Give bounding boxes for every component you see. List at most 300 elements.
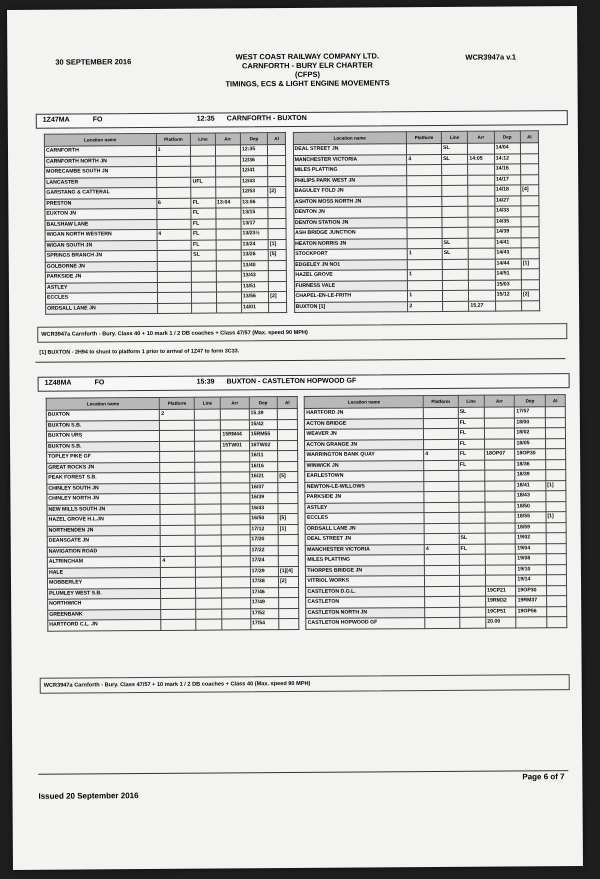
right-platform-cell bbox=[424, 565, 459, 576]
right-location-cell: WARRINGTON BANK QUAY bbox=[305, 450, 424, 461]
right-line-cell bbox=[442, 164, 468, 175]
platform-cell bbox=[157, 271, 192, 282]
right-dep-cell bbox=[495, 300, 521, 311]
right-platform-cell bbox=[424, 491, 459, 502]
right-location-cell: ECCLES bbox=[305, 513, 424, 524]
platform-cell bbox=[160, 514, 195, 525]
right-arr-cell: 19CP51 bbox=[486, 606, 517, 617]
right-arr-cell bbox=[484, 417, 515, 428]
al-cell bbox=[268, 155, 286, 166]
right-platform-cell bbox=[407, 164, 442, 175]
right-arr-cell bbox=[469, 280, 495, 291]
arr-cell bbox=[221, 472, 249, 483]
arr-cell: 15TW01 bbox=[221, 440, 249, 451]
col-location-2: Location name bbox=[305, 396, 424, 409]
right-arr-cell bbox=[468, 227, 494, 238]
right-dep-cell: 18/59 bbox=[516, 522, 547, 533]
right-arr-cell: 14:05 bbox=[468, 154, 494, 165]
arr-cell bbox=[215, 187, 240, 198]
right-location-cell: CASTLETON bbox=[306, 597, 425, 608]
line-cell bbox=[195, 451, 221, 462]
col-arr-2: Arr bbox=[468, 131, 494, 143]
location-cell: BUXTON S.B. bbox=[46, 420, 160, 431]
location-cell: PEAK FOREST S.B. bbox=[47, 472, 161, 483]
line-cell: FL bbox=[191, 229, 215, 240]
location-cell: CHINLEY NORTH JN bbox=[47, 493, 161, 504]
location-cell: CARNFORTH NORTH JN bbox=[45, 156, 157, 167]
right-line-cell: FL bbox=[458, 428, 484, 439]
right-arr-cell: 19CP21 bbox=[486, 585, 517, 596]
right-platform-cell: 4 bbox=[407, 154, 442, 165]
arr-cell bbox=[221, 514, 249, 525]
line-cell bbox=[195, 556, 221, 567]
right-al-cell bbox=[546, 554, 566, 565]
right-platform-cell bbox=[407, 206, 442, 217]
dep-cell: 12/41 bbox=[240, 166, 267, 177]
train2-time: 15:39 bbox=[196, 378, 215, 386]
train1-rows bbox=[44, 143, 539, 314]
right-al-cell bbox=[547, 606, 567, 617]
right-platform-cell: 4 bbox=[424, 544, 459, 555]
right-al-cell: [1] bbox=[546, 480, 566, 491]
location-cell: HARTFORD C.L. JN bbox=[48, 619, 162, 630]
line-cell bbox=[195, 472, 221, 483]
right-line-cell bbox=[459, 512, 485, 523]
arr-cell bbox=[222, 577, 250, 588]
right-line-cell bbox=[458, 470, 484, 481]
right-dep-cell: 15/12 bbox=[495, 290, 521, 301]
al-cell bbox=[268, 166, 286, 177]
col-location: Location name bbox=[46, 397, 160, 410]
train1-route: CARNFORTH - BUXTON bbox=[226, 114, 307, 123]
platform-cell: 2 bbox=[160, 409, 195, 420]
train2-id: 1Z48MA bbox=[44, 379, 72, 387]
right-platform-cell bbox=[407, 217, 442, 228]
location-cell: NAVIGATION ROAD bbox=[47, 546, 161, 557]
right-al-cell bbox=[546, 501, 566, 512]
right-line-cell: FL bbox=[458, 449, 484, 460]
arr-cell bbox=[216, 208, 241, 219]
al-cell bbox=[278, 555, 298, 566]
platform-cell bbox=[157, 282, 192, 293]
right-platform-cell bbox=[424, 523, 459, 534]
al-cell bbox=[279, 597, 299, 608]
right-location-cell: HARTFORD JN bbox=[305, 408, 424, 419]
right-line-cell bbox=[442, 175, 468, 186]
al-cell: [1] bbox=[268, 239, 286, 250]
right-line-cell: SL bbox=[459, 533, 485, 544]
al-cell bbox=[278, 545, 298, 556]
right-arr-cell bbox=[469, 290, 495, 301]
right-location-cell: HEATON NORRIS JN bbox=[294, 238, 408, 249]
right-location-cell: CASTLETON HOPWOOD GF bbox=[306, 618, 425, 629]
train1-time: 12:35 bbox=[196, 115, 215, 123]
dep-cell: 16/16 bbox=[249, 461, 277, 472]
platform-cell bbox=[156, 156, 191, 167]
location-cell: HALE bbox=[47, 567, 161, 578]
line-cell bbox=[195, 525, 221, 536]
platform-cell bbox=[161, 535, 196, 546]
arr-cell bbox=[216, 229, 241, 240]
arr-cell bbox=[221, 409, 249, 420]
arr-cell bbox=[222, 619, 250, 630]
arr-cell bbox=[216, 239, 241, 250]
right-line-cell bbox=[459, 586, 485, 597]
line-cell bbox=[192, 261, 216, 272]
platform-cell bbox=[160, 472, 195, 483]
right-al-cell bbox=[521, 269, 539, 280]
al-cell bbox=[268, 218, 286, 229]
right-al-cell bbox=[546, 533, 566, 544]
line-cell bbox=[192, 282, 216, 293]
line-cell bbox=[191, 145, 215, 156]
location-cell: NORTHENDEN JN bbox=[47, 525, 161, 536]
col-al-2: Al bbox=[545, 395, 565, 407]
right-line-cell bbox=[442, 227, 468, 238]
right-dep-cell: 18/39 bbox=[515, 470, 546, 481]
line-cell bbox=[196, 619, 222, 630]
right-arr-cell bbox=[485, 522, 516, 533]
right-line-cell bbox=[442, 290, 468, 301]
platform-cell: 1 bbox=[156, 145, 191, 156]
line-cell bbox=[195, 546, 221, 557]
location-cell: LANCASTER bbox=[45, 177, 157, 188]
arr-cell: 13:04 bbox=[215, 197, 240, 208]
right-line-cell bbox=[459, 481, 485, 492]
dep-cell: 13/17 bbox=[241, 218, 268, 229]
col-arr: Arr bbox=[215, 133, 240, 145]
right-al-cell bbox=[521, 227, 539, 238]
right-dep-cell: 19OP56 bbox=[516, 606, 547, 617]
document-subtitle: TIMINGS, ECS & LIGHT ENGINE MOVEMENTS bbox=[225, 78, 390, 89]
line-cell bbox=[195, 483, 221, 494]
right-line-cell: SL bbox=[442, 238, 468, 249]
right-al-cell bbox=[520, 143, 538, 154]
right-dep-cell: 14/35 bbox=[495, 216, 521, 227]
location-cell: WIGAN NORTH WESTERN bbox=[45, 229, 157, 240]
document-reference: WCR3947a v.1 bbox=[465, 52, 517, 62]
platform-cell bbox=[160, 441, 195, 452]
right-platform-cell: 1 bbox=[408, 290, 443, 301]
right-dep-cell: 19/10 bbox=[516, 564, 547, 575]
line-cell bbox=[195, 430, 221, 441]
right-arr-cell bbox=[485, 533, 516, 544]
dep-cell: 16/11 bbox=[249, 451, 277, 462]
right-arr-cell bbox=[469, 248, 495, 259]
right-platform-cell: 2 bbox=[408, 301, 443, 312]
right-location-cell: WINWICK JN bbox=[305, 460, 424, 471]
right-arr-cell bbox=[484, 438, 515, 449]
right-location-cell: EDGELEY JN NO1 bbox=[294, 259, 408, 270]
al-cell: [2] bbox=[268, 187, 286, 198]
al-cell bbox=[278, 450, 298, 461]
arr-cell bbox=[216, 250, 241, 261]
right-al-cell bbox=[546, 522, 566, 533]
arr-cell bbox=[222, 608, 250, 619]
arr-cell bbox=[221, 451, 249, 462]
arr-cell bbox=[221, 503, 249, 514]
right-arr-cell bbox=[468, 175, 494, 186]
platform-cell: 4 bbox=[157, 229, 192, 240]
location-cell: MOBBERLEY bbox=[47, 577, 161, 588]
line-cell bbox=[192, 303, 216, 314]
dep-cell: 16/39 bbox=[250, 493, 278, 504]
line-cell bbox=[196, 577, 222, 588]
right-location-cell: PARKSIDE JN bbox=[305, 492, 424, 503]
right-arr-cell: 18OP07 bbox=[485, 449, 516, 460]
right-dep-cell: 14/39 bbox=[495, 227, 521, 238]
al-cell: [1] bbox=[278, 524, 298, 535]
platform-cell bbox=[157, 261, 192, 272]
col-location-2: Location name bbox=[293, 132, 407, 145]
arr-cell bbox=[222, 545, 250, 556]
train2-timetable bbox=[46, 394, 568, 631]
col-al-2: Al bbox=[520, 131, 538, 143]
line-cell bbox=[195, 462, 221, 473]
col-dep-2: Dep bbox=[515, 395, 546, 407]
right-al-cell bbox=[545, 428, 565, 439]
right-dep-cell: 18/41 bbox=[515, 480, 546, 491]
arr-cell bbox=[221, 419, 249, 430]
arr-cell bbox=[221, 482, 249, 493]
col-line-2: Line bbox=[458, 395, 484, 407]
right-al-cell bbox=[521, 216, 539, 227]
location-cell: ECCLES bbox=[45, 292, 157, 303]
location-cell: BUXTON bbox=[46, 409, 160, 420]
col-line: Line bbox=[191, 133, 215, 145]
right-al-cell bbox=[521, 237, 539, 248]
header-date: 30 SEPTEMBER 2016 bbox=[55, 57, 132, 67]
right-dep-cell: 18/05 bbox=[515, 438, 546, 449]
train1-day: FO bbox=[92, 116, 103, 124]
col-platform: Platform bbox=[160, 397, 195, 409]
location-cell: SPRINGS BRANCH JN bbox=[45, 250, 157, 261]
al-cell: [5] bbox=[268, 250, 286, 261]
right-platform-cell bbox=[425, 586, 460, 597]
arr-cell bbox=[216, 218, 241, 229]
platform-cell bbox=[161, 619, 196, 630]
al-cell bbox=[268, 229, 286, 240]
right-line-cell bbox=[459, 565, 485, 576]
location-cell: TOPLEY PIKE GF bbox=[47, 451, 161, 462]
right-al-cell bbox=[546, 470, 566, 481]
arr-cell bbox=[222, 556, 250, 567]
right-platform-cell bbox=[424, 460, 459, 471]
right-arr-cell bbox=[485, 459, 516, 470]
al-cell bbox=[268, 208, 286, 219]
table-row bbox=[48, 617, 567, 631]
footer-rule bbox=[38, 770, 568, 775]
right-al-cell bbox=[546, 575, 566, 586]
al-cell: [1][4] bbox=[278, 566, 298, 577]
dep-cell: 15/42 bbox=[249, 419, 277, 430]
right-dep-cell: 19RM37 bbox=[516, 596, 547, 607]
dep-cell: 17/22 bbox=[250, 545, 278, 556]
line-cell bbox=[192, 292, 216, 303]
platform-cell: 4 bbox=[161, 556, 196, 567]
right-dep-cell: 19/02 bbox=[516, 533, 547, 544]
al-cell bbox=[278, 534, 298, 545]
platform-cell bbox=[156, 166, 191, 177]
train1-footnote: [1] BUXTON - 2H94 to shunt to platform 1 prior to arrival of 1Z47 to form 3C33. bbox=[39, 348, 240, 356]
right-location-cell: CASTLETON D.G.L. bbox=[306, 586, 425, 597]
right-line-cell: SL bbox=[441, 143, 467, 154]
arr-cell bbox=[222, 566, 250, 577]
right-al-cell: [1] bbox=[521, 258, 539, 269]
platform-cell bbox=[157, 292, 192, 303]
platform-cell bbox=[161, 546, 196, 557]
right-platform-cell bbox=[423, 407, 458, 418]
right-dep-cell: 14/04 bbox=[494, 143, 520, 154]
right-platform-cell bbox=[424, 470, 459, 481]
location-cell: CHINLEY SOUTH JN bbox=[47, 483, 161, 494]
location-cell: PRESTON bbox=[45, 198, 157, 209]
right-location-cell: BUXTON [1] bbox=[294, 301, 408, 312]
right-platform-cell bbox=[407, 175, 442, 186]
col-dep: Dep bbox=[249, 397, 277, 409]
dep-cell: 16/43 bbox=[250, 503, 278, 514]
right-al-cell bbox=[546, 596, 566, 607]
location-cell: MORECAMBE SOUTH JN bbox=[45, 166, 157, 177]
location-cell: BALSHAW LANE bbox=[45, 219, 157, 230]
line-cell bbox=[196, 567, 222, 578]
al-cell: [5] bbox=[278, 471, 298, 482]
arr-cell bbox=[216, 281, 241, 292]
right-platform-cell bbox=[407, 238, 442, 249]
right-platform-cell bbox=[425, 607, 460, 618]
line-cell bbox=[195, 441, 221, 452]
location-cell: WIGAN SOUTH JN bbox=[45, 240, 157, 251]
right-platform-cell bbox=[424, 428, 459, 439]
dep-cell: 17/12 bbox=[250, 524, 278, 535]
al-cell bbox=[278, 429, 298, 440]
right-location-cell: NEWTON-LE-WILLOWS bbox=[305, 481, 424, 492]
right-line-cell bbox=[459, 502, 485, 513]
platform-cell bbox=[160, 493, 195, 504]
right-dep-cell: 14/44 bbox=[495, 258, 521, 269]
al-cell bbox=[269, 302, 287, 313]
right-arr-cell bbox=[468, 196, 494, 207]
al-cell bbox=[278, 492, 298, 503]
right-al-cell bbox=[546, 459, 566, 470]
platform-cell bbox=[161, 609, 196, 620]
right-dep-cell: 14/41 bbox=[495, 237, 521, 248]
train1-id: 1Z47MA bbox=[42, 116, 70, 124]
right-al-cell bbox=[521, 195, 539, 206]
right-al-cell bbox=[521, 164, 539, 175]
al-cell: [2] bbox=[279, 576, 299, 587]
line-cell: FL bbox=[191, 198, 215, 209]
dep-cell: 15.39 bbox=[249, 409, 277, 420]
col-dep-2: Dep bbox=[494, 131, 520, 143]
dep-cell: 17/54 bbox=[250, 619, 278, 630]
dep-cell: 12/53 bbox=[241, 187, 268, 198]
right-line-cell bbox=[459, 554, 485, 565]
dep-cell: 17/38 bbox=[250, 577, 278, 588]
train2-route: BUXTON - CASTLETON HOPWOOD GF bbox=[226, 377, 357, 386]
right-line-cell: FL bbox=[458, 460, 484, 471]
right-dep-cell: 19/08 bbox=[516, 554, 547, 565]
right-al-cell: [4] bbox=[521, 185, 539, 196]
right-al-cell: [1] bbox=[546, 512, 566, 523]
platform-cell bbox=[160, 451, 195, 462]
right-al-cell bbox=[546, 543, 566, 554]
right-location-cell: MANCHESTER VICTORIA bbox=[293, 154, 407, 165]
line-cell bbox=[194, 420, 220, 431]
line-cell bbox=[191, 166, 215, 177]
dep-cell: 13/15 bbox=[241, 208, 268, 219]
dep-cell: 13/23½ bbox=[241, 229, 268, 240]
dep-cell: 13:06 bbox=[241, 197, 268, 208]
location-cell: EUXTON JN bbox=[45, 208, 157, 219]
platform-cell bbox=[157, 240, 192, 251]
right-line-cell bbox=[442, 269, 468, 280]
right-platform-cell bbox=[424, 512, 459, 523]
line-cell bbox=[195, 493, 221, 504]
right-al-cell bbox=[522, 300, 540, 311]
train2-header-bar bbox=[38, 373, 570, 392]
al-cell bbox=[277, 408, 297, 419]
right-arr-cell bbox=[485, 512, 516, 523]
dep-cell: 13/43 bbox=[241, 271, 268, 282]
right-dep-cell: 19OP30 bbox=[516, 585, 547, 596]
platform-cell bbox=[160, 483, 195, 494]
right-al-cell: [2] bbox=[521, 290, 539, 301]
right-arr-cell bbox=[468, 206, 494, 217]
line-cell bbox=[195, 535, 221, 546]
right-line-cell: SL bbox=[442, 248, 468, 259]
right-al-cell bbox=[546, 491, 566, 502]
dep-cell: 16/37 bbox=[250, 482, 278, 493]
dep-cell: 16/50 bbox=[250, 514, 278, 525]
col-line: Line bbox=[194, 397, 220, 409]
right-dep-cell: 18OP30 bbox=[515, 449, 546, 460]
right-al-cell bbox=[547, 617, 567, 628]
dep-cell: 13/51 bbox=[241, 281, 268, 292]
arr-cell bbox=[221, 461, 249, 472]
arr-cell bbox=[215, 166, 240, 177]
right-location-cell: ASTLEY bbox=[305, 502, 424, 513]
train1-consist-note: WCR3947a Carnforth - Bury. Class 40 + 10 mark 1 / 2 DB coaches + Class 47/57 (Max. speed 90 MPH) bbox=[37, 323, 567, 343]
location-cell: BUXTON URS bbox=[46, 430, 160, 441]
arr-cell bbox=[222, 587, 250, 598]
right-location-cell: VITRIOL WORKS bbox=[306, 576, 425, 587]
arr-cell bbox=[221, 493, 249, 504]
line-cell: UFL bbox=[191, 177, 215, 188]
right-location-cell: DENTON STATION JN bbox=[293, 217, 407, 228]
right-arr-cell bbox=[485, 575, 516, 586]
right-line-cell bbox=[442, 196, 468, 207]
col-dep: Dep bbox=[240, 133, 267, 145]
right-dep-cell: 14/33 bbox=[495, 206, 521, 217]
dep-cell: 17/52 bbox=[250, 608, 278, 619]
right-line-cell bbox=[459, 596, 485, 607]
al-cell bbox=[279, 587, 299, 598]
train1-header-bar bbox=[36, 110, 568, 129]
train2-consist-note: WCR3947a Carnforth - Bury. Class 47/57 + 10 mark 1 / 2 DB coaches + Class 40 (Max. speed 90 MPH) bbox=[40, 674, 570, 694]
right-platform-cell bbox=[425, 575, 460, 586]
right-arr-cell bbox=[468, 217, 494, 228]
right-al-cell bbox=[545, 449, 565, 460]
right-location-cell: PHILIPS PARK WEST JN bbox=[293, 175, 407, 186]
right-platform-cell bbox=[424, 439, 459, 450]
location-cell: NEW MILLS SOUTH JN bbox=[47, 504, 161, 515]
right-location-cell: CASTLETON NORTH JN bbox=[306, 607, 425, 618]
right-arr-cell bbox=[485, 543, 516, 554]
right-location-cell: STOCKPORT bbox=[294, 249, 408, 260]
platform-cell bbox=[160, 420, 195, 431]
line-cell bbox=[195, 514, 221, 525]
